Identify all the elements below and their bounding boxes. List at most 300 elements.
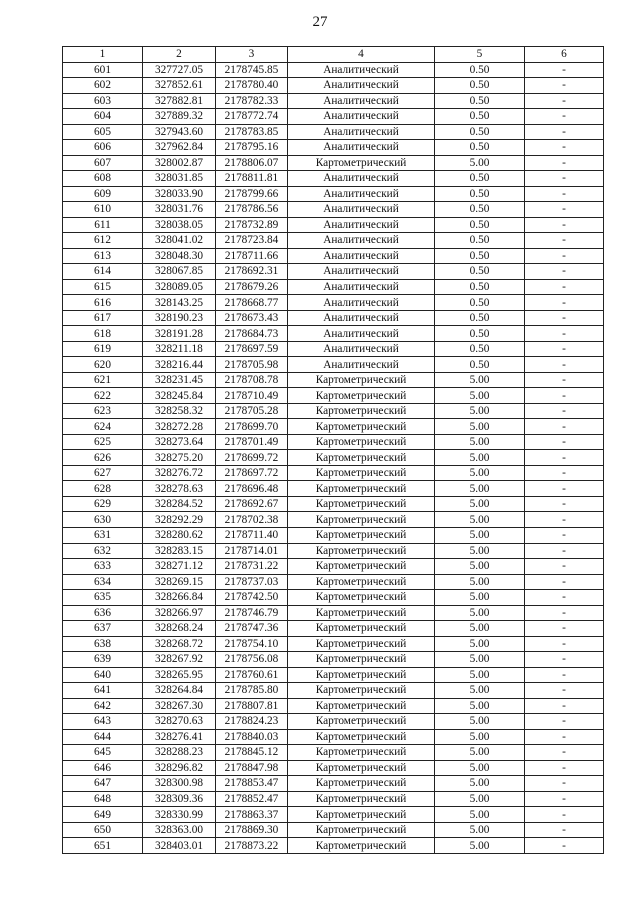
point-number-cell: 637: [63, 621, 143, 637]
x-coordinate-cell: 328266.84: [143, 590, 216, 606]
method-cell: Аналитический: [288, 233, 435, 249]
x-coordinate-cell: 328296.82: [143, 760, 216, 776]
method-cell: Картометрический: [288, 791, 435, 807]
table-row: [63, 388, 604, 404]
y-coordinate-cell: 2178795.16: [216, 140, 288, 156]
y-coordinate-cell: 2178679.26: [216, 279, 288, 295]
note-cell: -: [525, 171, 604, 187]
y-coordinate-cell: 2178692.67: [216, 496, 288, 512]
y-coordinate-cell: 2178699.70: [216, 419, 288, 435]
note-cell: -: [525, 621, 604, 637]
method-cell: Аналитический: [288, 124, 435, 140]
note-cell: -: [525, 93, 604, 109]
point-number-cell: 626: [63, 450, 143, 466]
note-cell: -: [525, 217, 604, 233]
x-coordinate-cell: 328330.99: [143, 807, 216, 823]
table-body: [63, 62, 604, 853]
point-number-cell: 646: [63, 760, 143, 776]
note-cell: -: [525, 636, 604, 652]
note-cell: -: [525, 729, 604, 745]
y-coordinate-cell: 2178754.10: [216, 636, 288, 652]
y-coordinate-cell: 2178811.81: [216, 171, 288, 187]
note-cell: -: [525, 807, 604, 823]
method-cell: Картометрический: [288, 481, 435, 497]
point-number-cell: 602: [63, 78, 143, 94]
y-coordinate-cell: 2178731.22: [216, 559, 288, 575]
point-number-cell: 631: [63, 527, 143, 543]
x-coordinate-cell: 328272.28: [143, 419, 216, 435]
y-coordinate-cell: 2178711.66: [216, 248, 288, 264]
point-number-cell: 635: [63, 590, 143, 606]
note-cell: -: [525, 341, 604, 357]
method-cell: Картометрический: [288, 698, 435, 714]
table-row: [63, 419, 604, 435]
accuracy-cell: 0.50: [435, 310, 525, 326]
point-number-cell: 611: [63, 217, 143, 233]
note-cell: -: [525, 760, 604, 776]
note-cell: -: [525, 326, 604, 342]
note-cell: -: [525, 776, 604, 792]
table-row: [63, 481, 604, 497]
point-number-cell: 617: [63, 310, 143, 326]
accuracy-cell: 5.00: [435, 527, 525, 543]
note-cell: -: [525, 78, 604, 94]
point-number-cell: 618: [63, 326, 143, 342]
y-coordinate-cell: 2178723.84: [216, 233, 288, 249]
accuracy-cell: 5.00: [435, 667, 525, 683]
note-cell: -: [525, 822, 604, 838]
table-row: [63, 714, 604, 730]
y-coordinate-cell: 2178853.47: [216, 776, 288, 792]
table-row: [63, 465, 604, 481]
accuracy-cell: 5.00: [435, 481, 525, 497]
y-coordinate-cell: 2178824.23: [216, 714, 288, 730]
point-number-cell: 624: [63, 419, 143, 435]
method-cell: Аналитический: [288, 217, 435, 233]
table-row: [63, 326, 604, 342]
method-cell: Картометрический: [288, 683, 435, 699]
x-coordinate-cell: 328363.00: [143, 822, 216, 838]
method-cell: Аналитический: [288, 202, 435, 218]
method-cell: Картометрический: [288, 434, 435, 450]
table-row: [63, 155, 604, 171]
y-coordinate-cell: 2178786.56: [216, 202, 288, 218]
y-coordinate-cell: 2178705.28: [216, 403, 288, 419]
y-coordinate-cell: 2178692.31: [216, 264, 288, 280]
point-number-cell: 608: [63, 171, 143, 187]
y-coordinate-cell: 2178711.40: [216, 527, 288, 543]
accuracy-cell: 0.50: [435, 279, 525, 295]
method-cell: Картометрический: [288, 838, 435, 854]
method-cell: Картометрический: [288, 450, 435, 466]
method-cell: Аналитический: [288, 186, 435, 202]
point-number-cell: 604: [63, 109, 143, 125]
accuracy-cell: 5.00: [435, 652, 525, 668]
method-cell: Аналитический: [288, 341, 435, 357]
accuracy-cell: 0.50: [435, 93, 525, 109]
column-header-5: 5: [435, 47, 525, 63]
table-row: [63, 217, 604, 233]
coordinates-table: [62, 46, 604, 854]
y-coordinate-cell: 2178714.01: [216, 543, 288, 559]
accuracy-cell: 0.50: [435, 202, 525, 218]
method-cell: Картометрический: [288, 776, 435, 792]
point-number-cell: 606: [63, 140, 143, 156]
method-cell: Аналитический: [288, 248, 435, 264]
x-coordinate-cell: 328041.02: [143, 233, 216, 249]
accuracy-cell: 5.00: [435, 155, 525, 171]
note-cell: -: [525, 202, 604, 218]
x-coordinate-cell: 328089.05: [143, 279, 216, 295]
note-cell: -: [525, 698, 604, 714]
point-number-cell: 603: [63, 93, 143, 109]
method-cell: Аналитический: [288, 62, 435, 78]
table-row: [63, 279, 604, 295]
x-coordinate-cell: 328267.30: [143, 698, 216, 714]
method-cell: Аналитический: [288, 171, 435, 187]
method-cell: Картометрический: [288, 714, 435, 730]
x-coordinate-cell: 328267.92: [143, 652, 216, 668]
y-coordinate-cell: 2178780.40: [216, 78, 288, 94]
y-coordinate-cell: 2178785.80: [216, 683, 288, 699]
y-coordinate-cell: 2178782.33: [216, 93, 288, 109]
accuracy-cell: 0.50: [435, 233, 525, 249]
y-coordinate-cell: 2178760.61: [216, 667, 288, 683]
table-row: [63, 652, 604, 668]
note-cell: -: [525, 155, 604, 171]
accuracy-cell: 0.50: [435, 264, 525, 280]
x-coordinate-cell: 328273.64: [143, 434, 216, 450]
table-row: [63, 807, 604, 823]
accuracy-cell: 0.50: [435, 109, 525, 125]
y-coordinate-cell: 2178806.07: [216, 155, 288, 171]
y-coordinate-cell: 2178799.66: [216, 186, 288, 202]
x-coordinate-cell: 328216.44: [143, 357, 216, 373]
y-coordinate-cell: 2178852.47: [216, 791, 288, 807]
y-coordinate-cell: 2178756.08: [216, 652, 288, 668]
y-coordinate-cell: 2178873.22: [216, 838, 288, 854]
table-row: [63, 93, 604, 109]
x-coordinate-cell: 328300.98: [143, 776, 216, 792]
point-number-cell: 627: [63, 465, 143, 481]
point-number-cell: 616: [63, 295, 143, 311]
table-row: [63, 838, 604, 854]
accuracy-cell: 0.50: [435, 140, 525, 156]
accuracy-cell: 0.50: [435, 186, 525, 202]
x-coordinate-cell: 328292.29: [143, 512, 216, 528]
x-coordinate-cell: 328048.30: [143, 248, 216, 264]
x-coordinate-cell: 328278.63: [143, 481, 216, 497]
note-cell: -: [525, 527, 604, 543]
x-coordinate-cell: 328067.85: [143, 264, 216, 280]
x-coordinate-cell: 328309.36: [143, 791, 216, 807]
note-cell: -: [525, 140, 604, 156]
point-number-cell: 647: [63, 776, 143, 792]
x-coordinate-cell: 328403.01: [143, 838, 216, 854]
y-coordinate-cell: 2178742.50: [216, 590, 288, 606]
point-number-cell: 636: [63, 605, 143, 621]
y-coordinate-cell: 2178732.89: [216, 217, 288, 233]
accuracy-cell: 5.00: [435, 760, 525, 776]
point-number-cell: 625: [63, 434, 143, 450]
accuracy-cell: 5.00: [435, 605, 525, 621]
note-cell: -: [525, 481, 604, 497]
accuracy-cell: 5.00: [435, 683, 525, 699]
method-cell: Картометрический: [288, 822, 435, 838]
method-cell: Картометрический: [288, 403, 435, 419]
table-row: [63, 822, 604, 838]
y-coordinate-cell: 2178708.78: [216, 372, 288, 388]
x-coordinate-cell: 328143.25: [143, 295, 216, 311]
y-coordinate-cell: 2178684.73: [216, 326, 288, 342]
accuracy-cell: 5.00: [435, 838, 525, 854]
table-row: [63, 341, 604, 357]
point-number-cell: 622: [63, 388, 143, 404]
method-cell: Аналитический: [288, 93, 435, 109]
x-coordinate-cell: 328002.87: [143, 155, 216, 171]
y-coordinate-cell: 2178737.03: [216, 574, 288, 590]
table-row: [63, 434, 604, 450]
point-number-cell: 651: [63, 838, 143, 854]
y-coordinate-cell: 2178668.77: [216, 295, 288, 311]
table-row: [63, 109, 604, 125]
y-coordinate-cell: 2178710.49: [216, 388, 288, 404]
method-cell: Картометрический: [288, 372, 435, 388]
table-row: [63, 140, 604, 156]
table-row: [63, 233, 604, 249]
note-cell: -: [525, 559, 604, 575]
point-number-cell: 614: [63, 264, 143, 280]
y-coordinate-cell: 2178863.37: [216, 807, 288, 823]
accuracy-cell: 5.00: [435, 807, 525, 823]
method-cell: Картометрический: [288, 465, 435, 481]
x-coordinate-cell: 328288.23: [143, 745, 216, 761]
table-row: [63, 791, 604, 807]
accuracy-cell: 5.00: [435, 434, 525, 450]
note-cell: -: [525, 372, 604, 388]
x-coordinate-cell: 328245.84: [143, 388, 216, 404]
accuracy-cell: 5.00: [435, 621, 525, 637]
accuracy-cell: 0.50: [435, 171, 525, 187]
column-header-3: 3: [216, 47, 288, 63]
note-cell: -: [525, 496, 604, 512]
table-row: [63, 527, 604, 543]
method-cell: Аналитический: [288, 140, 435, 156]
point-number-cell: 623: [63, 403, 143, 419]
accuracy-cell: 5.00: [435, 465, 525, 481]
x-coordinate-cell: 328264.84: [143, 683, 216, 699]
note-cell: -: [525, 357, 604, 373]
point-number-cell: 615: [63, 279, 143, 295]
y-coordinate-cell: 2178746.79: [216, 605, 288, 621]
table-row: [63, 621, 604, 637]
point-number-cell: 601: [63, 62, 143, 78]
method-cell: Картометрический: [288, 527, 435, 543]
table-row: [63, 264, 604, 280]
column-header-2: 2: [143, 47, 216, 63]
method-cell: Картометрический: [288, 512, 435, 528]
note-cell: -: [525, 403, 604, 419]
accuracy-cell: 5.00: [435, 729, 525, 745]
accuracy-cell: 5.00: [435, 714, 525, 730]
x-coordinate-cell: 328031.85: [143, 171, 216, 187]
note-cell: -: [525, 295, 604, 311]
y-coordinate-cell: 2178840.03: [216, 729, 288, 745]
x-coordinate-cell: 328033.90: [143, 186, 216, 202]
y-coordinate-cell: 2178705.98: [216, 357, 288, 373]
method-cell: Аналитический: [288, 78, 435, 94]
table-row: [63, 310, 604, 326]
method-cell: Картометрический: [288, 574, 435, 590]
point-number-cell: 644: [63, 729, 143, 745]
point-number-cell: 633: [63, 559, 143, 575]
method-cell: Картометрический: [288, 745, 435, 761]
method-cell: Картометрический: [288, 636, 435, 652]
table-row: [63, 372, 604, 388]
note-cell: -: [525, 745, 604, 761]
x-coordinate-cell: 328258.32: [143, 403, 216, 419]
method-cell: Картометрический: [288, 621, 435, 637]
accuracy-cell: 5.00: [435, 776, 525, 792]
x-coordinate-cell: 328276.41: [143, 729, 216, 745]
y-coordinate-cell: 2178745.85: [216, 62, 288, 78]
method-cell: Картометрический: [288, 559, 435, 575]
point-number-cell: 613: [63, 248, 143, 264]
table-row: [63, 295, 604, 311]
table-row: [63, 760, 604, 776]
note-cell: -: [525, 388, 604, 404]
point-number-cell: 621: [63, 372, 143, 388]
note-cell: -: [525, 248, 604, 264]
point-number-cell: 640: [63, 667, 143, 683]
table-row: [63, 78, 604, 94]
accuracy-cell: 5.00: [435, 403, 525, 419]
point-number-cell: 638: [63, 636, 143, 652]
x-coordinate-cell: 328031.76: [143, 202, 216, 218]
point-number-cell: 648: [63, 791, 143, 807]
point-number-cell: 629: [63, 496, 143, 512]
table-row: [63, 636, 604, 652]
method-cell: Аналитический: [288, 109, 435, 125]
accuracy-cell: 5.00: [435, 388, 525, 404]
table-row: [63, 124, 604, 140]
point-number-cell: 649: [63, 807, 143, 823]
accuracy-cell: 5.00: [435, 419, 525, 435]
x-coordinate-cell: 328266.97: [143, 605, 216, 621]
x-coordinate-cell: 327962.84: [143, 140, 216, 156]
method-cell: Картометрический: [288, 652, 435, 668]
table-row: [63, 450, 604, 466]
x-coordinate-cell: 327882.81: [143, 93, 216, 109]
column-header-1: 1: [63, 47, 143, 63]
accuracy-cell: 5.00: [435, 590, 525, 606]
y-coordinate-cell: 2178673.43: [216, 310, 288, 326]
x-coordinate-cell: 328276.72: [143, 465, 216, 481]
accuracy-cell: 0.50: [435, 62, 525, 78]
note-cell: -: [525, 652, 604, 668]
method-cell: Аналитический: [288, 326, 435, 342]
accuracy-cell: 5.00: [435, 543, 525, 559]
y-coordinate-cell: 2178783.85: [216, 124, 288, 140]
table-row: [63, 62, 604, 78]
x-coordinate-cell: 328231.45: [143, 372, 216, 388]
point-number-cell: 605: [63, 124, 143, 140]
note-cell: -: [525, 310, 604, 326]
accuracy-cell: 0.50: [435, 295, 525, 311]
y-coordinate-cell: 2178847.98: [216, 760, 288, 776]
table-row: [63, 248, 604, 264]
x-coordinate-cell: 328284.52: [143, 496, 216, 512]
point-number-cell: 628: [63, 481, 143, 497]
note-cell: -: [525, 279, 604, 295]
table-row: [63, 745, 604, 761]
note-cell: -: [525, 605, 604, 621]
y-coordinate-cell: 2178702.38: [216, 512, 288, 528]
method-cell: Картометрический: [288, 605, 435, 621]
method-cell: Картометрический: [288, 807, 435, 823]
accuracy-cell: 5.00: [435, 745, 525, 761]
accuracy-cell: 0.50: [435, 341, 525, 357]
y-coordinate-cell: 2178699.72: [216, 450, 288, 466]
accuracy-cell: 5.00: [435, 574, 525, 590]
point-number-cell: 612: [63, 233, 143, 249]
note-cell: -: [525, 574, 604, 590]
y-coordinate-cell: 2178845.12: [216, 745, 288, 761]
x-coordinate-cell: 328268.72: [143, 636, 216, 652]
point-number-cell: 650: [63, 822, 143, 838]
point-number-cell: 632: [63, 543, 143, 559]
table-row: [63, 776, 604, 792]
note-cell: -: [525, 264, 604, 280]
point-number-cell: 645: [63, 745, 143, 761]
method-cell: Аналитический: [288, 264, 435, 280]
note-cell: -: [525, 791, 604, 807]
point-number-cell: 643: [63, 714, 143, 730]
x-coordinate-cell: 328283.15: [143, 543, 216, 559]
x-coordinate-cell: 328280.62: [143, 527, 216, 543]
table-row: [63, 357, 604, 373]
point-number-cell: 630: [63, 512, 143, 528]
point-number-cell: 609: [63, 186, 143, 202]
x-coordinate-cell: 327943.60: [143, 124, 216, 140]
table-row: [63, 559, 604, 575]
table-row: [63, 202, 604, 218]
accuracy-cell: 5.00: [435, 450, 525, 466]
point-number-cell: 620: [63, 357, 143, 373]
note-cell: -: [525, 419, 604, 435]
note-cell: -: [525, 233, 604, 249]
table-header-row: [63, 47, 604, 63]
note-cell: -: [525, 62, 604, 78]
table-row: [63, 667, 604, 683]
accuracy-cell: 0.50: [435, 357, 525, 373]
accuracy-cell: 0.50: [435, 78, 525, 94]
accuracy-cell: 5.00: [435, 698, 525, 714]
table-row: [63, 403, 604, 419]
page-number: 27: [312, 14, 328, 30]
method-cell: Картометрический: [288, 388, 435, 404]
method-cell: Картометрический: [288, 419, 435, 435]
x-coordinate-cell: 328271.12: [143, 559, 216, 575]
note-cell: -: [525, 590, 604, 606]
point-number-cell: 639: [63, 652, 143, 668]
y-coordinate-cell: 2178747.36: [216, 621, 288, 637]
note-cell: -: [525, 124, 604, 140]
table-row: [63, 496, 604, 512]
accuracy-cell: 0.50: [435, 124, 525, 140]
method-cell: Картометрический: [288, 729, 435, 745]
method-cell: Картометрический: [288, 667, 435, 683]
